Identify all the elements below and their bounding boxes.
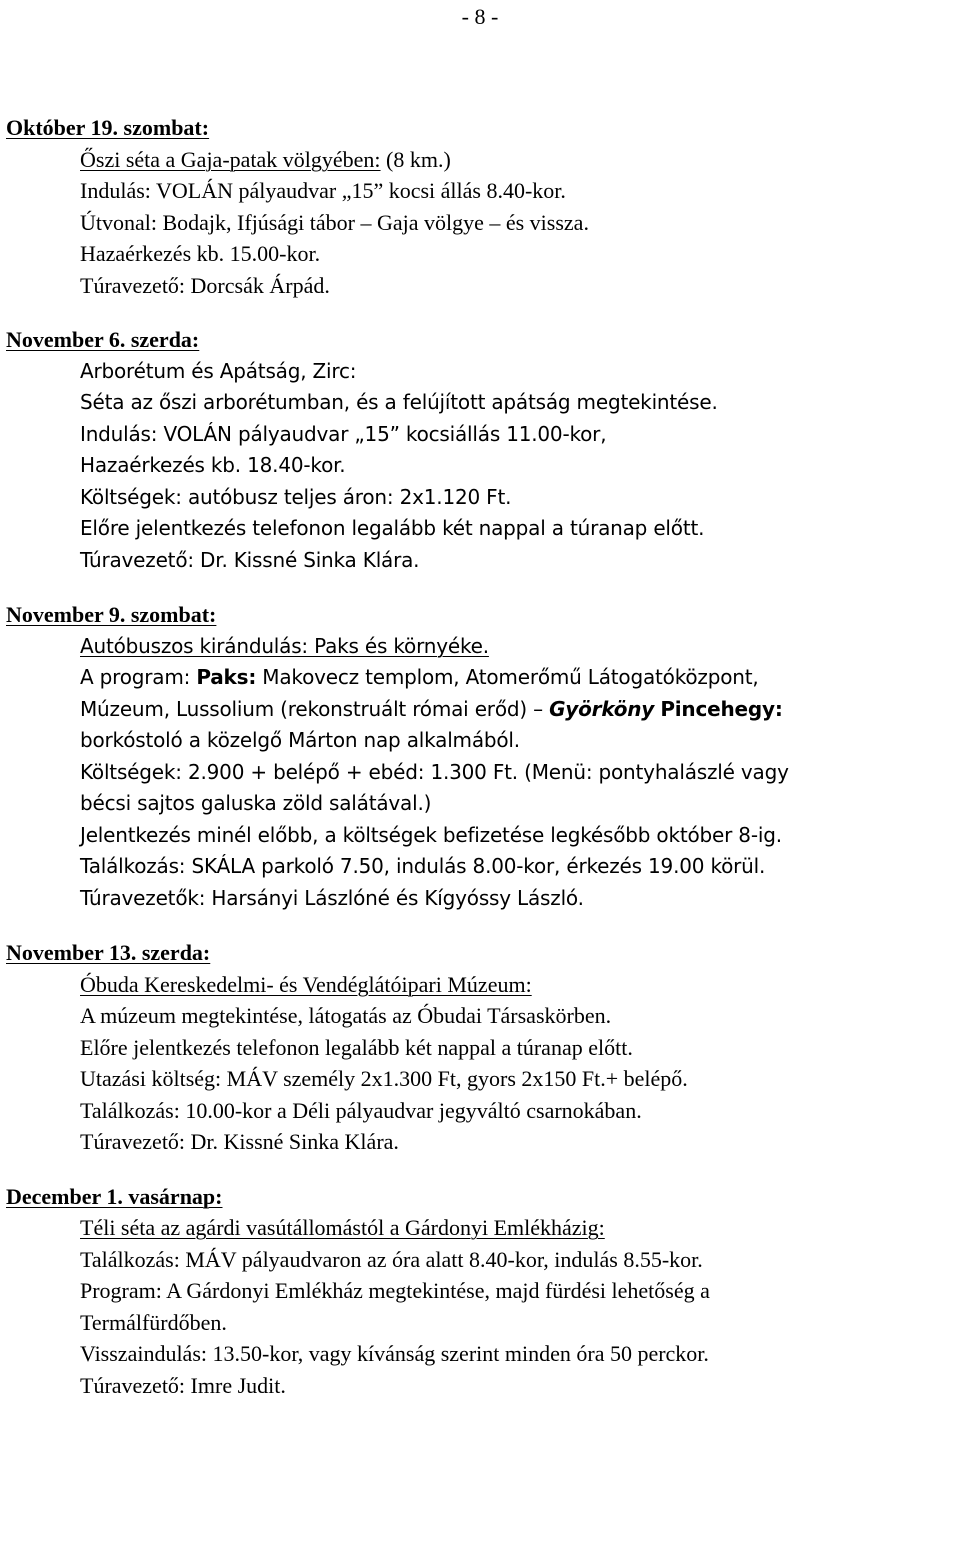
event-line: A múzeum megtekintése, látogatás az Óbudai Társaskörben. bbox=[80, 1003, 612, 1028]
event-line: Előre jelentkezés telefonon legalább két nappal a túranap előtt. bbox=[80, 1034, 633, 1060]
event-date: November 13. szerda: bbox=[6, 940, 211, 965]
event-line: Túravezető: Dorcsák Árpád. bbox=[80, 272, 330, 298]
event-program-line: borkóstoló a közelgő Márton nap alkalmából. bbox=[80, 728, 520, 752]
event-line: bécsi sajtos galuska zöld salátával.) bbox=[80, 791, 432, 815]
event-line: Túravezető: Dr. Kissné Sinka Klára. bbox=[80, 1129, 399, 1154]
event-line: Program: A Gárdonyi Emlékház megtekintése, majd fürdési lehetőség a bbox=[80, 1278, 710, 1303]
program-text: Makovecz templom, Atomerőmű Látogatóközpont, bbox=[256, 665, 759, 689]
event-line: Költségek: 2.900 + belépő + ebéd: 1.300 Ft. (Menü: pontyhalászlé vagy bbox=[80, 759, 789, 784]
event-title-line bbox=[80, 631, 960, 663]
program-pincehegy: Pincehegy: bbox=[660, 696, 783, 721]
event-program-line bbox=[80, 694, 960, 726]
event-title: Téli séta az agárdi vasútállomástól a Gárdonyi Emlékházig: bbox=[80, 1215, 605, 1240]
event-body bbox=[6, 1212, 960, 1401]
event-date: December 1. vasárnap: bbox=[6, 1183, 223, 1209]
event-title: Autóbuszos kirándulás: Paks és környéke. bbox=[80, 633, 489, 658]
event-november-9 bbox=[6, 599, 960, 914]
event-body bbox=[6, 144, 960, 302]
event-line: Séta az őszi arborétumban, és a felújított apátság megtekintése. bbox=[80, 390, 718, 414]
event-line: Visszaindulás: 13.50-kor, vagy kívánság szerint minden óra 50 perckor. bbox=[80, 1341, 709, 1366]
event-body bbox=[6, 356, 960, 577]
event-line: Túravezető: Dr. Kissné Sinka Klára. bbox=[80, 547, 420, 572]
event-line: Előre jelentkezés telefonon legalább két nappal a túranap előtt. bbox=[80, 516, 705, 540]
event-line: Utazási költség: MÁV személy 2x1.300 Ft, gyors 2x150 Ft.+ belépő. bbox=[80, 1066, 688, 1091]
program-prefix: A program: bbox=[80, 665, 197, 689]
event-body bbox=[6, 969, 960, 1158]
page-number: - 8 - bbox=[461, 4, 499, 29]
event-line: Túravezetők: Harsányi Lászlóné és Kígyóssy László. bbox=[80, 885, 584, 910]
event-line: Termálfürdőben. bbox=[80, 1309, 227, 1335]
program-gyorkony: Györköny bbox=[549, 696, 655, 721]
event-line: Hazaérkezés kb. 18.40-kor. bbox=[80, 453, 346, 477]
event-title-line bbox=[80, 144, 960, 176]
event-line: Találkozás: MÁV pályaudvaron az óra alatt 8.40-kor, indulás 8.55-kor. bbox=[80, 1246, 703, 1272]
event-body bbox=[6, 631, 960, 915]
event-date: November 9. szombat: bbox=[6, 602, 217, 627]
event-line: Hazaérkezés kb. 15.00-kor. bbox=[80, 241, 321, 266]
event-title: Óbuda Kereskedelmi- és Vendéglátóipari Múzeum: bbox=[80, 971, 532, 997]
event-title-line bbox=[80, 969, 960, 1001]
event-december-1 bbox=[6, 1181, 960, 1402]
event-program-line bbox=[80, 662, 960, 694]
event-line: Indulás: VOLÁN pályaudvar „15” kocsi állás 8.40-kor. bbox=[80, 178, 566, 203]
event-line: Útvonal: Bodajk, Ifjúsági tábor – Gaja völgye – és vissza. bbox=[80, 209, 589, 235]
event-title: Arborétum és Apátság, Zirc: bbox=[80, 358, 357, 383]
program-paks: Paks: bbox=[196, 665, 257, 689]
event-november-13 bbox=[6, 937, 960, 1158]
event-line: Találkozás: 10.00-kor a Déli pályaudvar jegyváltó csarnokában. bbox=[80, 1097, 642, 1123]
event-title-line bbox=[80, 1212, 960, 1244]
event-october-19 bbox=[6, 112, 960, 301]
program-text: Múzeum, Lussolium (rekonstruált római erőd) – bbox=[80, 696, 550, 721]
document-content bbox=[6, 112, 960, 1401]
event-date: Október 19. szombat: bbox=[6, 115, 210, 140]
event-line: Jelentkezés minél előbb, a költségek befizetése legkésőbb október 8-ig. bbox=[80, 822, 782, 847]
event-line: Indulás: VOLÁN pályaudvar „15” kocsiállás 11.00-kor, bbox=[80, 421, 607, 446]
event-title: Őszi séta a Gaja-patak völgyében: bbox=[80, 146, 381, 172]
event-line: Találkozás: SKÁLA parkoló 7.50, indulás 8.00-kor, érkezés 19.00 körül. bbox=[80, 854, 766, 878]
event-date: November 6. szerda: bbox=[6, 327, 200, 352]
event-title-line bbox=[80, 356, 960, 388]
event-line: Költségek: autóbusz teljes áron: 2x1.120 Ft. bbox=[80, 484, 512, 509]
event-line: Túravezető: Imre Judit. bbox=[80, 1372, 286, 1398]
event-november-6 bbox=[6, 324, 960, 576]
event-title-suffix: (8 km.) bbox=[380, 146, 451, 172]
